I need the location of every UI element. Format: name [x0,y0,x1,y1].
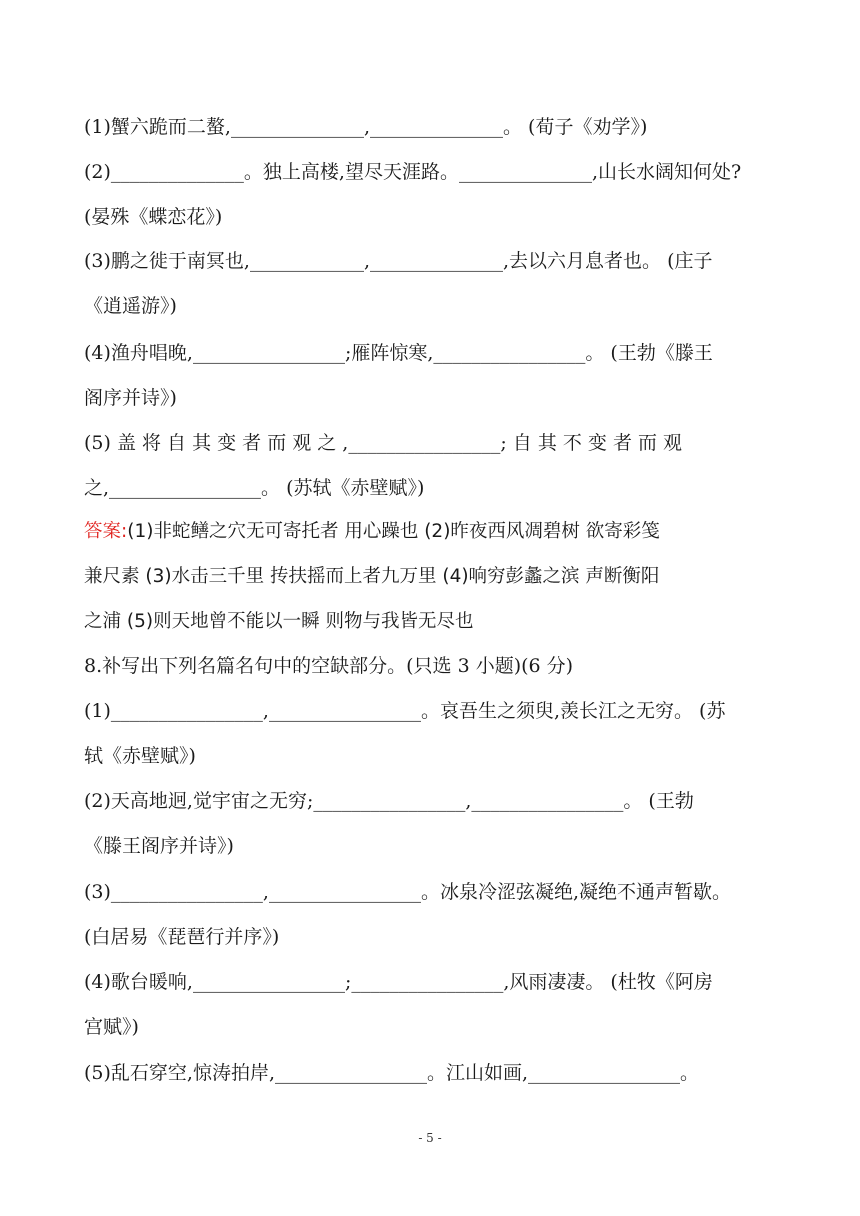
question-7-item-2: (2)______________。独上高楼,望尽天涯路。______________,山长水阔知何处? [84,161,742,183]
question-8-item-4-source: 宫赋》) [84,1016,139,1038]
answer-line-1 [84,520,784,544]
question-7-item-4-source: 阁序并诗》) [84,387,177,409]
answer-label: 答案: [84,521,128,542]
question-7-item-2-source: (晏殊《蝶恋花》) [84,206,223,228]
question-8-item-3-source: (白居易《琵琶行并序》) [84,926,280,948]
question-7-item-5: (5) 盖 将 自 其 变 者 而 观 之 ,________________; 自 其 不 变 者 而 观 [84,432,683,454]
question-7-item-1: (1)蟹六跪而二螯,______________,______________。 (荀子《劝学》) [84,116,648,138]
question-8-title: 8.补写出下列名篇名句中的空缺部分。(只选 3 小题)(6 分) [84,655,574,677]
answer-text-1: (1)非蛇鳝之穴无可寄托者 用心躁也 (2)昨夜西风凋碧树 欲寄彩笺 [127,521,660,542]
question-7-item-3: (3)鹏之徙于南冥也,____________,______________,去以六月息者也。 (庄子 [84,250,713,272]
answer-line-2: 兼尺素 (3)水击三千里 抟扶摇而上者九万里 (4)响穷彭蠡之滨 声断衡阳 [84,566,660,587]
question-8-item-4: (4)歌台暖响,________________;________________,风雨凄凄。 (杜牧《阿房 [84,971,713,993]
question-7-item-5-source: 之,________________。 (苏轼《赤壁赋》) [84,477,425,499]
question-8-item-2: (2)天高地迥,觉宇宙之无穷;________________,________________。 (王勃 [84,790,694,812]
answer-line-3: 之浦 (5)则天地曾不能以一瞬 则物与我皆无尽也 [84,611,474,632]
question-8-item-2-source: 《滕王阁序并诗》) [84,835,234,857]
question-7-item-4: (4)渔舟唱晚,________________;雁阵惊寒,________________。 (王勃《滕王 [84,342,713,364]
question-8-item-5: (5)乱石穿空,惊涛拍岸,________________。江山如画,________________。 [84,1062,700,1084]
question-8-item-1-source: 轼《赤壁赋》) [84,745,196,767]
question-7-item-3-source: 《逍遥游》) [84,295,177,317]
question-8-item-3: (3)________________,________________。冰泉冷涩弦凝绝,凝绝不通声暂歇。 [84,881,731,903]
page-number: - 5 - [418,1131,442,1145]
question-8-item-1: (1)________________,________________。哀吾生之须臾,羡长江之无穷。 (苏 [84,700,726,722]
